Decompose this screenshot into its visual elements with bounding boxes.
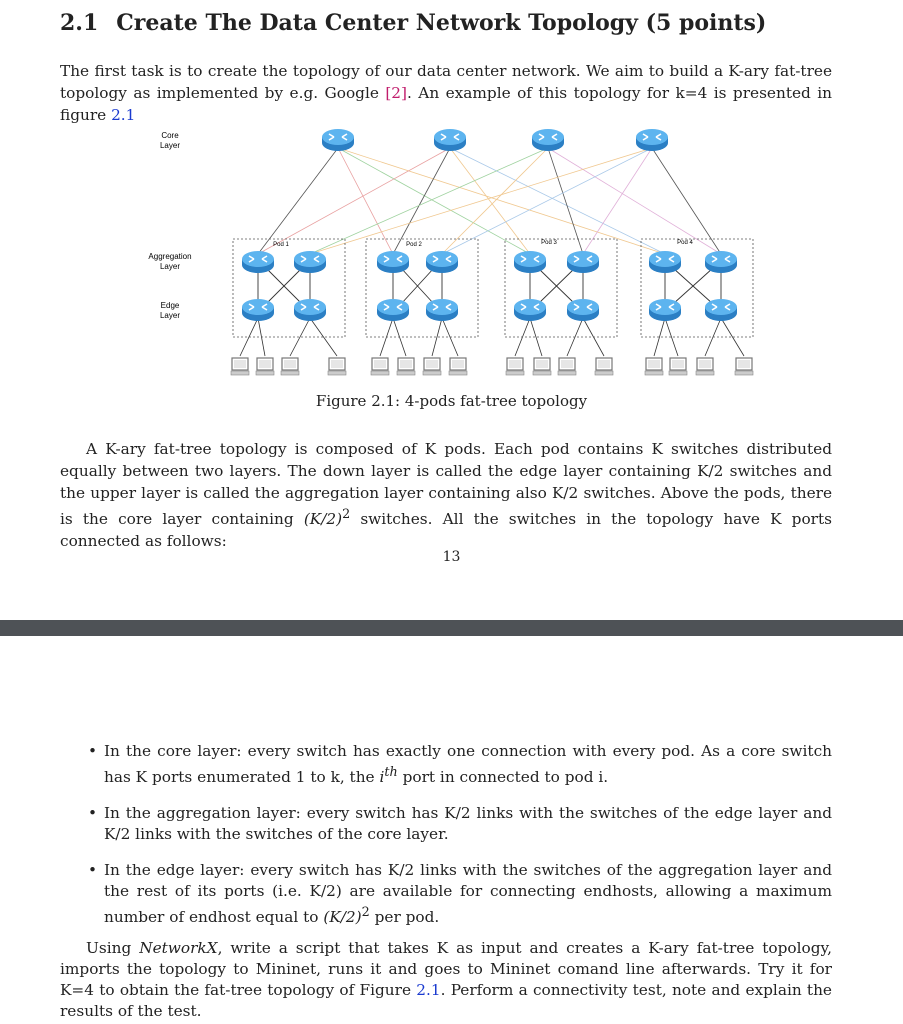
section-title: Create The Data Center Network Topology (5 points): [116, 10, 767, 36]
list-item-aggregation: [60, 803, 832, 845]
edge-host-link: [721, 318, 744, 356]
core-var: i: [379, 768, 385, 787]
edge-host-link: [654, 318, 665, 356]
router-icon: [514, 299, 546, 321]
core-agg-link: [442, 148, 548, 254]
topology-math-sup: 2: [342, 507, 351, 522]
host-icon: [645, 358, 663, 375]
intro-paragraph: [60, 60, 832, 126]
router-icon: [242, 251, 274, 273]
edge-host-link: [530, 318, 542, 356]
document-page-14: [0, 636, 903, 1024]
router-icon: [705, 299, 737, 321]
task-text-2: , write a script that takes K as input and creates a K-ary fat-tree topology, imports the topology to Mininet, runs it and goes to Mininet comand line afterwards. Try it for K=4 to obtain the fat-tree topology of Figure: [60, 939, 833, 999]
task-networkx: NetworkX: [139, 939, 218, 957]
host-icon: [506, 358, 524, 375]
host-icon: [231, 358, 249, 375]
core-text-2: port in connected to pod i.: [397, 768, 609, 787]
host-icon: [256, 358, 274, 375]
edge-layer-label-1: Edge: [160, 301, 180, 310]
intro-text-1: The first task is to create the topology of our data center network. We aim to build a K-ary fat-tree topology as implemented by e.g. Google: [60, 62, 832, 102]
host-icon: [669, 358, 687, 375]
host-icon: [595, 358, 613, 375]
bullet-icon: •: [88, 861, 98, 880]
host-icon: [533, 358, 551, 375]
router-icon: [567, 251, 599, 273]
network-nodes: [231, 129, 753, 375]
router-icon: [532, 129, 564, 151]
router-icon: [426, 299, 458, 321]
port-connection-list: [60, 741, 832, 943]
bullet-icon: •: [88, 742, 98, 760]
core-var-sup: th: [384, 765, 398, 780]
router-icon: [242, 299, 274, 321]
router-icon: [377, 251, 409, 273]
host-icon: [449, 358, 467, 375]
page-number: 13: [442, 549, 461, 565]
router-icon: [705, 251, 737, 273]
figure-ref-link[interactable]: 2.1: [111, 106, 136, 124]
pod-label-1: Pod 1: [273, 242, 289, 248]
router-icon: [294, 299, 326, 321]
task-text-1: Using: [86, 939, 140, 957]
core-agg-link: [442, 148, 652, 254]
core-agg-link: [450, 148, 530, 254]
core-agg-link: [310, 148, 652, 254]
pod-label-4: Pod 4: [677, 240, 693, 246]
router-icon: [294, 251, 326, 273]
aggregation-layer-label-2: Layer: [159, 262, 181, 271]
bullet-icon: •: [88, 804, 98, 823]
router-icon: [426, 251, 458, 273]
edge-math: (K/2): [323, 908, 362, 927]
topology-text-tail: switches. All the switches in the topology have K ports connected as follows:: [60, 510, 832, 551]
router-icon: [649, 299, 681, 321]
topology-text: A K-ary fat-tree topology is composed of K pods. Each pod contains K switches distributed equally between two layers. The down layer is called the edge layer containing K/2 switches and the upper layer is called the aggregation layer containing also K/2 switches. Above the pods, there is the core layer containing: [60, 440, 832, 529]
figure-ref-link-2[interactable]: 2.1: [416, 981, 441, 999]
pod-label-3: Pod 3: [541, 240, 557, 246]
intro-text-2: . An example of this topology for k=4 is presented in figure: [60, 84, 832, 124]
core-agg-link: [258, 148, 338, 254]
router-icon: [514, 251, 546, 273]
router-icon: [377, 299, 409, 321]
router-icon: [434, 129, 466, 151]
list-item-core: [60, 741, 832, 788]
section-heading: [60, 10, 766, 36]
section-number: 2.1: [60, 10, 99, 36]
core-layer-label-1: Core: [161, 131, 179, 140]
core-agg-link: [548, 148, 583, 254]
core-agg-link: [583, 148, 652, 254]
host-icon: [281, 358, 299, 375]
pod-label-2: Pod 2: [406, 242, 422, 248]
citation-link[interactable]: [2]: [385, 84, 408, 102]
router-icon: [636, 129, 668, 151]
core-layer-label-2: Layer: [159, 141, 181, 150]
list-item-edge: [60, 860, 832, 928]
page-separator: [0, 620, 903, 636]
core-agg-link: [310, 148, 548, 254]
task-paragraph: [60, 938, 832, 1022]
aggregation-text: In the aggregation layer: every switch has K/2 links with the switches of the edge layer and K/2 links with the switches of the core layer.: [104, 804, 832, 844]
edge-text-1: In the edge layer: every switch has K/2 links with the switches of the aggregation layer and the rest of its ports (i.e. K/2) are available for connecting endhosts, allowing a maximum number of endhost equal to: [104, 861, 832, 927]
edge-math-sup: 2: [361, 905, 370, 921]
host-icon: [328, 358, 346, 375]
fat-tree-figure: [130, 118, 770, 390]
core-agg-link: [652, 148, 721, 254]
topology-math: (K/2): [303, 510, 343, 529]
host-icon: [371, 358, 389, 375]
host-icon: [397, 358, 415, 375]
topology-paragraph: [60, 438, 832, 552]
edge-layer-label-2: Layer: [159, 311, 181, 320]
task-text-3: . Perform a connectivity test, note and explain the results of the test.: [60, 981, 832, 1020]
edge-host-link: [432, 318, 442, 356]
host-icon: [423, 358, 441, 375]
host-icon: [558, 358, 576, 375]
host-icon: [735, 358, 753, 375]
core-agg-link: [548, 148, 721, 254]
host-icon: [696, 358, 714, 375]
router-icon: [649, 251, 681, 273]
aggregation-layer-label-1: Aggregation: [148, 252, 192, 261]
router-icon: [567, 299, 599, 321]
figure-caption: Figure 2.1: 4-pods fat-tree topology: [315, 392, 588, 410]
edge-text-2: per pod.: [369, 908, 440, 927]
core-text-1: In the core layer: every switch has exactly one connection with every pod. As a core switch has K ports enumerated 1 to k, the: [104, 742, 832, 787]
router-icon: [322, 129, 354, 151]
